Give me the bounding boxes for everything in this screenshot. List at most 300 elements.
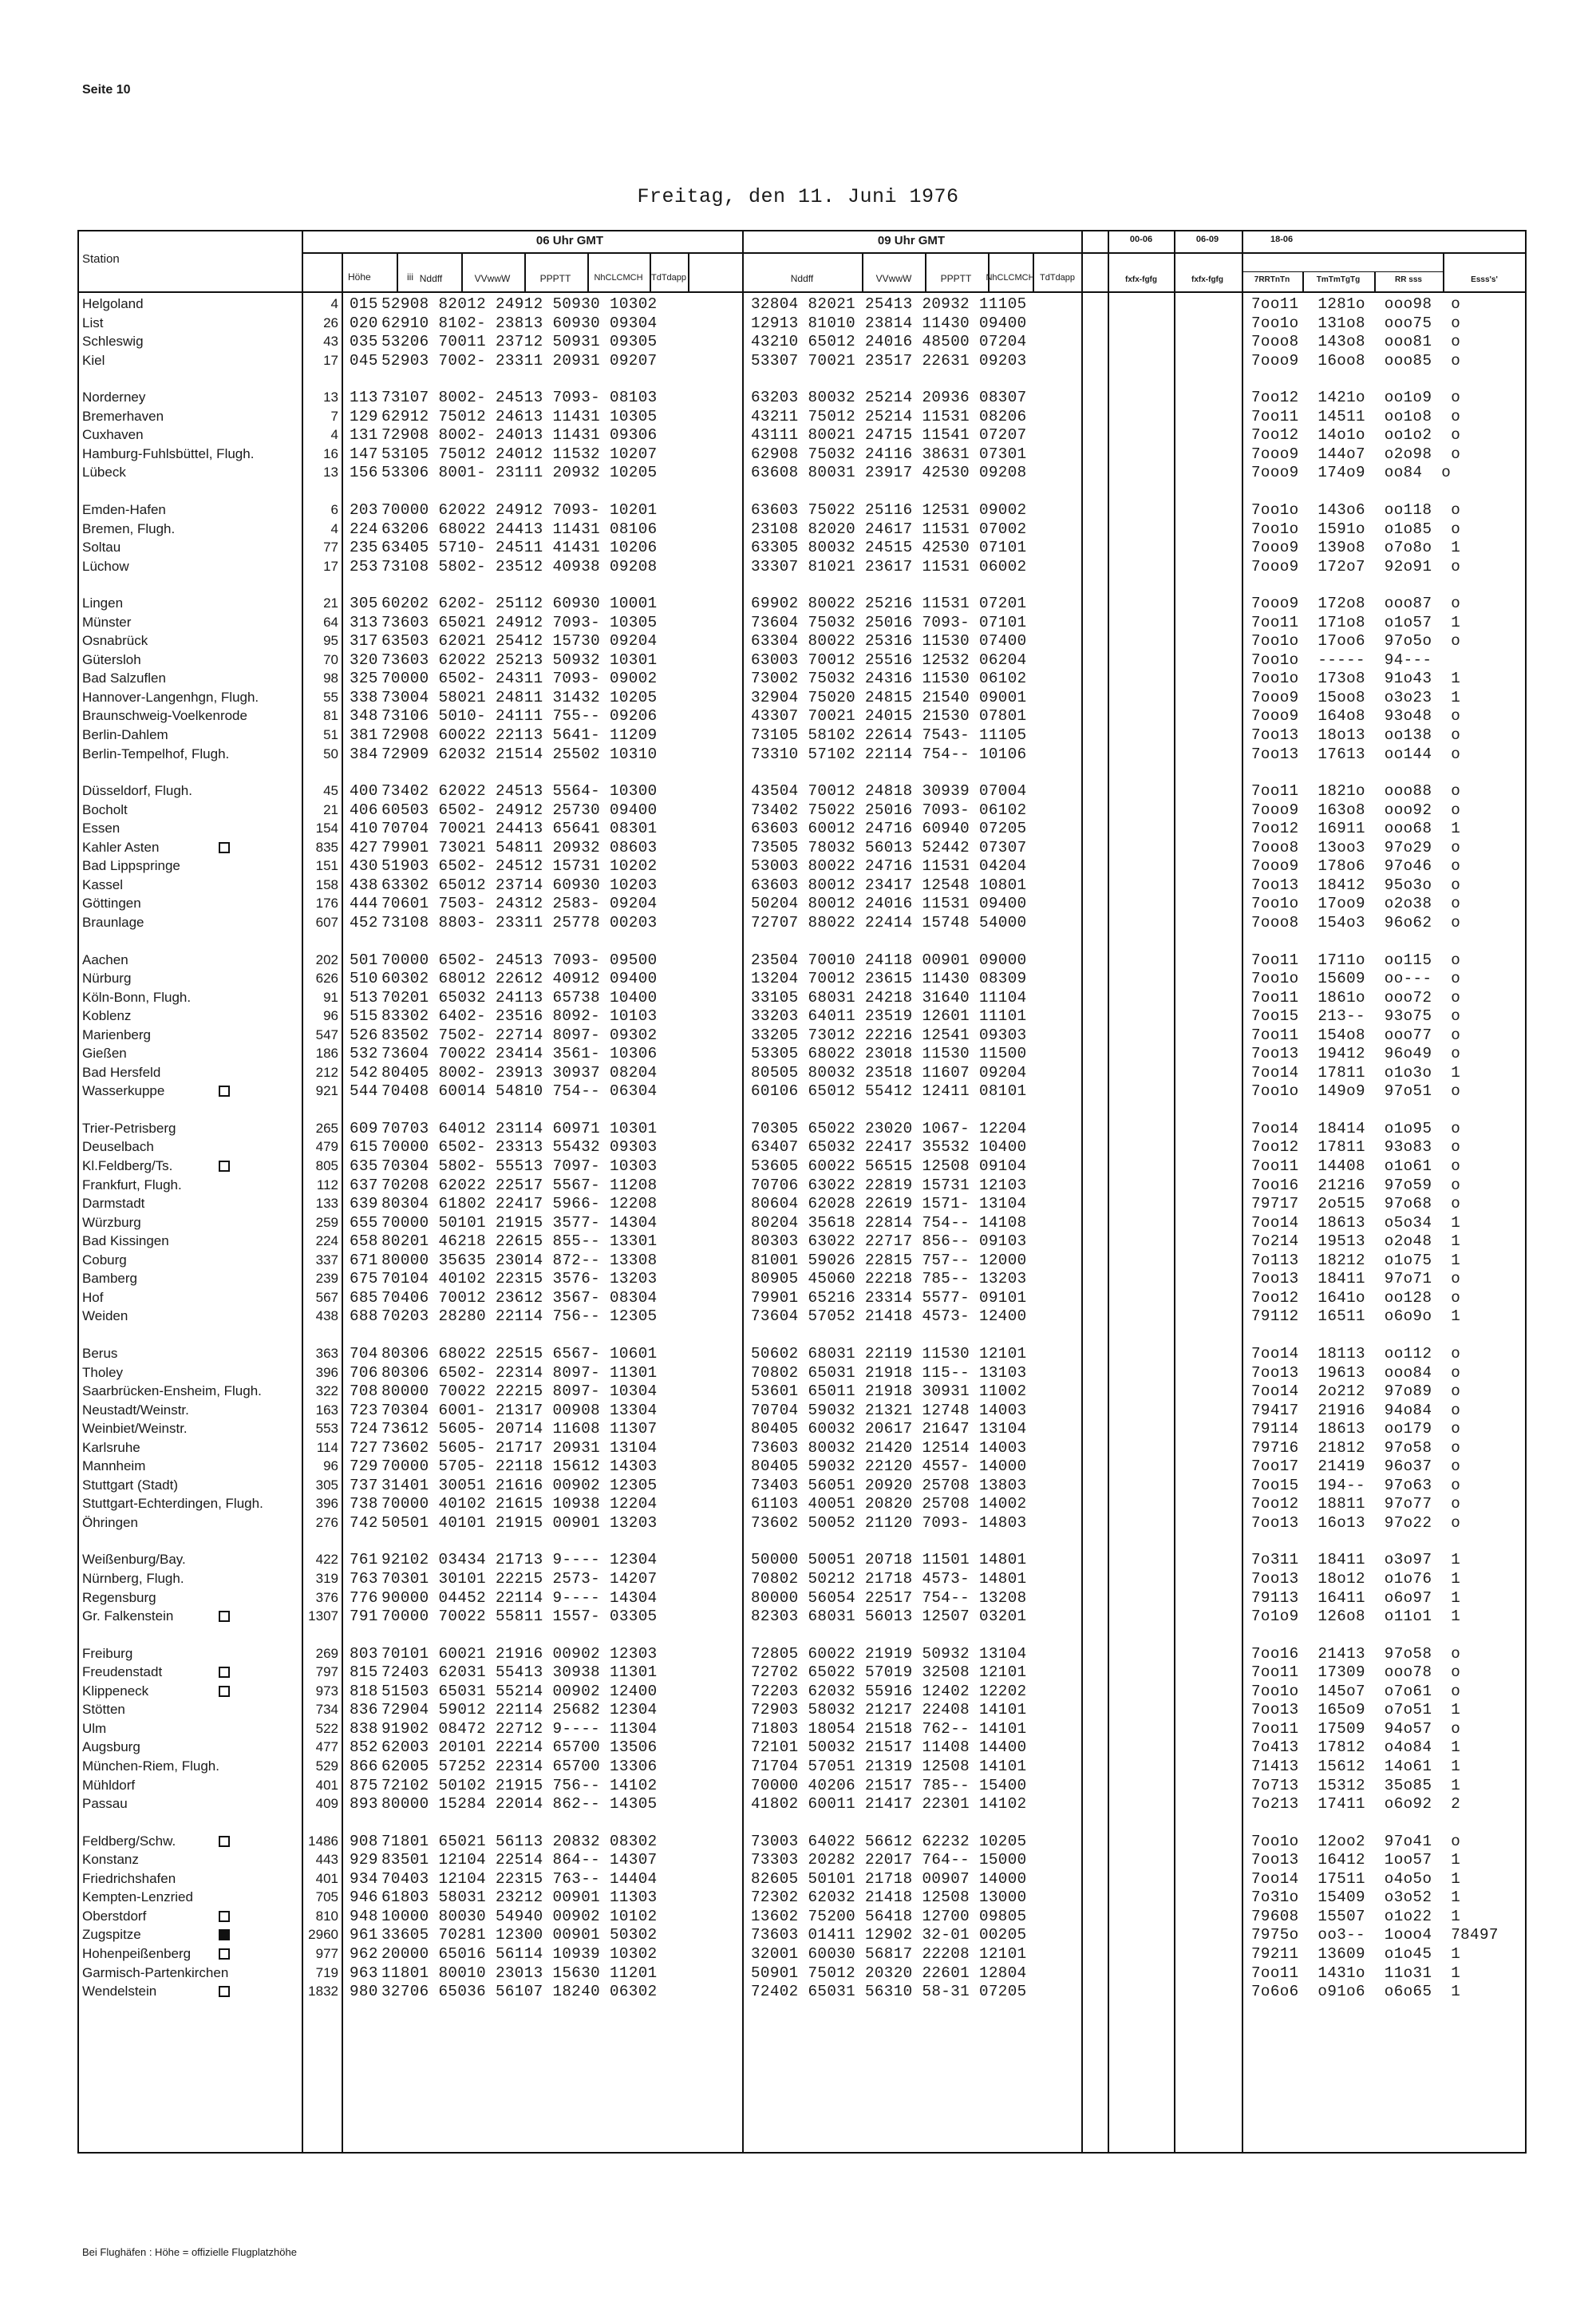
obs-06utc: 63206 68022 24413 11431 08106 bbox=[381, 520, 658, 538]
station-index: 818 bbox=[350, 1682, 378, 1700]
station-index: 685 bbox=[350, 1288, 378, 1307]
gust-header-1: fxfx-fgfg bbox=[1125, 275, 1157, 284]
station-index: 866 bbox=[350, 1757, 378, 1775]
obs-06utc: 70301 30101 22215 2573- 14207 bbox=[381, 1570, 658, 1588]
obs-09utc: 79901 65216 23314 5577- 09101 bbox=[751, 1288, 1027, 1307]
station-name: Bremen, Flugh. bbox=[82, 520, 176, 536]
extra-values: 7oo11 1861o ooo72 o bbox=[1251, 988, 1461, 1007]
extra-values: 7oo1o 17oo6 97o5o o bbox=[1251, 632, 1461, 651]
extra-values: 7ooo8 143o8 ooo81 o bbox=[1251, 333, 1461, 351]
h09-tdtdapp: TdTdapp bbox=[1039, 273, 1076, 283]
station-index: 776 bbox=[350, 1588, 378, 1607]
station-elevation: 26 bbox=[323, 314, 338, 330]
extra-values: 7ooo9 178o6 97o46 o bbox=[1251, 857, 1461, 876]
obs-06utc: 70208 62022 22517 5567- 11208 bbox=[381, 1176, 658, 1194]
station-name: Braunschweig-Voelkenrode bbox=[82, 708, 247, 724]
station-name: Nürburg bbox=[82, 971, 132, 986]
station-name: Bad Hersfeld bbox=[82, 1064, 161, 1080]
station-name: Köln-Bonn, Flugh. bbox=[82, 989, 192, 1005]
station-elevation: 55 bbox=[323, 689, 338, 705]
table-row bbox=[0, 1496, 1596, 1513]
station-name: Hof bbox=[82, 1289, 104, 1305]
obs-09utc: 43504 70012 24818 30939 07004 bbox=[751, 782, 1027, 801]
obs-06utc: 53306 8001- 23111 20932 10205 bbox=[381, 464, 658, 482]
extra-values: 7ooo9 144o7 o2o98 o bbox=[1251, 445, 1461, 463]
obs-09utc: 23108 82020 24617 11531 07002 bbox=[751, 520, 1027, 538]
h06-rule-5 bbox=[688, 252, 689, 291]
extra-values: 79608 15507 o1o22 1 bbox=[1251, 1907, 1461, 1925]
station-index: 147 bbox=[350, 445, 378, 463]
obs-06utc: 70304 5802- 55513 7097- 10303 bbox=[381, 1157, 658, 1175]
station-index: 131 bbox=[350, 426, 378, 445]
table-row bbox=[0, 915, 1596, 932]
obs-06utc: 63302 65012 23714 60930 10203 bbox=[381, 876, 658, 894]
station-index: 542 bbox=[350, 1063, 378, 1082]
h06-ppptt: PPPTT bbox=[539, 273, 571, 284]
obs-06utc: 51903 6502- 24512 15731 10202 bbox=[381, 857, 658, 876]
snow-header: Esss's' bbox=[1471, 275, 1498, 284]
station-name: Saarbrücken-Ensheim, Flugh. bbox=[82, 1383, 262, 1398]
station-elevation: 322 bbox=[315, 1383, 338, 1398]
station-index: 544 bbox=[350, 1082, 378, 1101]
station-elevation: 734 bbox=[315, 1702, 338, 1718]
extra-values: 79211 13609 o1o45 1 bbox=[1251, 1944, 1461, 1963]
obs-09utc: 80204 35618 22814 754-- 14108 bbox=[751, 1213, 1027, 1232]
station-name: Neustadt/Weinstr. bbox=[82, 1402, 189, 1418]
period-00-06: 00-06 bbox=[1129, 235, 1153, 244]
station-index: 658 bbox=[350, 1232, 378, 1251]
obs-09utc: 63305 80032 24515 42530 07101 bbox=[751, 539, 1027, 556]
station-name: Stuttgart-Echterdingen, Flugh. bbox=[82, 1496, 263, 1512]
obs-06utc: 70000 40102 21615 10938 12204 bbox=[381, 1495, 658, 1513]
obs-06utc: 72403 62031 55413 30938 11301 bbox=[381, 1663, 658, 1682]
station-index: 317 bbox=[350, 632, 378, 651]
table-row bbox=[0, 296, 1596, 314]
extra-values: 7ooo9 174o9 oo84 o bbox=[1251, 464, 1452, 482]
obs-09utc: 70000 40206 21517 785-- 15400 bbox=[751, 1776, 1027, 1794]
station-index: 963 bbox=[350, 1964, 378, 1982]
table-row bbox=[0, 1139, 1596, 1157]
station-name: Emden-Hafen bbox=[82, 501, 166, 517]
obs-06utc: 83502 7502- 22714 8097- 09302 bbox=[381, 1026, 658, 1044]
station-name: Koblenz bbox=[82, 1008, 132, 1024]
station-index: 320 bbox=[350, 651, 378, 669]
station-name: Hannover-Langenhgn, Flugh. bbox=[82, 689, 259, 705]
station-name: München-Riem, Flugh. bbox=[82, 1758, 219, 1774]
obs-09utc: 70706 63022 22819 15731 12103 bbox=[751, 1176, 1027, 1194]
obs-09utc: 63603 80012 23417 12548 10801 bbox=[751, 876, 1027, 894]
extra-values: 7oo11 1281o ooo98 o bbox=[1251, 295, 1461, 313]
station-header: Station bbox=[82, 252, 120, 266]
station-index: 908 bbox=[350, 1832, 378, 1850]
obs-06utc: 70703 64012 23114 60971 10301 bbox=[381, 1119, 658, 1137]
station-index: 791 bbox=[350, 1608, 378, 1626]
extra-values: 7oo14 2o212 97o89 o bbox=[1251, 1382, 1461, 1400]
station-elevation: 259 bbox=[315, 1214, 338, 1230]
extra-rule-4 bbox=[1302, 271, 1304, 291]
station-elevation: 186 bbox=[315, 1046, 338, 1062]
obs-06utc: 70304 6001- 21317 00908 13304 bbox=[381, 1401, 658, 1419]
station-name: Münster bbox=[82, 614, 132, 630]
table-row bbox=[0, 446, 1596, 464]
station-name: Augsburg bbox=[82, 1739, 140, 1755]
obs-06utc: 52908 82012 24912 50930 10302 bbox=[381, 295, 658, 313]
table-row bbox=[0, 1121, 1596, 1138]
h06-rule-3 bbox=[587, 252, 589, 291]
obs-09utc: 53307 70021 23517 22631 09203 bbox=[751, 351, 1027, 370]
h09-rule-1 bbox=[862, 252, 863, 291]
table-row bbox=[0, 1065, 1596, 1082]
extra-values: 7oo1o ----- 94--- bbox=[1251, 651, 1432, 669]
table-row bbox=[0, 652, 1596, 670]
obs-09utc: 72903 58032 21217 22408 14101 bbox=[751, 1701, 1027, 1719]
mountain-station-marker bbox=[219, 1948, 230, 1960]
station-index: 113 bbox=[350, 389, 378, 407]
extra-values: 7ooo9 172o8 ooo87 o bbox=[1251, 595, 1461, 613]
station-elevation: 112 bbox=[316, 1177, 338, 1193]
obs-09utc: 13204 70012 23615 11430 08309 bbox=[751, 970, 1027, 987]
obs-06utc: 62003 20101 22214 65700 13506 bbox=[381, 1738, 658, 1757]
precip-header: RR sss bbox=[1395, 275, 1422, 284]
table-row bbox=[0, 896, 1596, 913]
station-elevation: 51 bbox=[323, 727, 338, 742]
obs-06utc: 80000 70022 22215 8097- 10304 bbox=[381, 1382, 658, 1400]
station-name: Osnabrück bbox=[82, 633, 148, 649]
obs-06utc: 70000 6502- 24311 7093- 09002 bbox=[381, 670, 658, 688]
station-name: Essen bbox=[82, 821, 120, 837]
obs-09utc: 69902 80022 25216 11531 07201 bbox=[751, 595, 1027, 613]
table-row bbox=[0, 1646, 1596, 1663]
station-name: Stuttgart (Stadt) bbox=[82, 1477, 178, 1493]
table-row bbox=[0, 877, 1596, 895]
obs-06utc: 73603 62022 25213 50932 10301 bbox=[381, 651, 658, 669]
table-row bbox=[0, 1177, 1596, 1195]
extra-values: 7oo1o 1591o o1o85 o bbox=[1251, 520, 1461, 538]
obs-06utc: 80201 46218 22615 855-- 13301 bbox=[381, 1232, 658, 1251]
station-index: 203 bbox=[350, 500, 378, 519]
station-name: Bad Lippspringe bbox=[82, 858, 180, 874]
station-elevation: 21 bbox=[323, 595, 338, 611]
extra-values: 7ooo9 163o8 ooo92 o bbox=[1251, 801, 1461, 819]
extra-values: 7ooo9 16oo8 ooo85 o bbox=[1251, 351, 1461, 370]
station-name: Bad Salzuflen bbox=[82, 670, 166, 686]
obs-06utc: 62912 75012 24613 11431 10305 bbox=[381, 407, 658, 425]
extra-values: 79417 21916 94o84 o bbox=[1251, 1401, 1461, 1419]
table-row bbox=[0, 1421, 1596, 1438]
station-name: Mühldorf bbox=[82, 1777, 136, 1793]
obs-09utc: 80505 80032 23518 11607 09204 bbox=[751, 1063, 1027, 1082]
station-index: 609 bbox=[350, 1119, 378, 1137]
table-row bbox=[0, 1027, 1596, 1045]
station-name: Tholey bbox=[82, 1364, 124, 1380]
table-row bbox=[0, 1346, 1596, 1363]
station-name: Freudenstadt bbox=[82, 1664, 163, 1680]
obs-09utc: 33205 73012 22216 12541 09303 bbox=[751, 1026, 1027, 1044]
obs-06utc: 92102 03434 21713 9---- 12304 bbox=[381, 1551, 658, 1569]
obs-06utc: 61803 58031 23212 00901 11303 bbox=[381, 1889, 658, 1907]
station-name: Aachen bbox=[82, 951, 128, 967]
extra-values: 7oo16 21413 97o58 o bbox=[1251, 1644, 1461, 1663]
station-elevation: 805 bbox=[315, 1158, 338, 1173]
station-elevation: 2960 bbox=[308, 1927, 338, 1943]
obs-06utc: 63405 5710- 24511 41431 10206 bbox=[381, 539, 658, 556]
obs-09utc: 72302 62032 21418 12508 13000 bbox=[751, 1889, 1027, 1907]
station-index: 838 bbox=[350, 1719, 378, 1738]
obs-09utc: 63003 70012 25516 12532 06204 bbox=[751, 651, 1027, 669]
table-row bbox=[0, 1608, 1596, 1626]
obs-09utc: 53601 65011 21918 30931 11002 bbox=[751, 1382, 1027, 1400]
station-elevation: 17 bbox=[323, 352, 338, 368]
obs-09utc: 32001 60030 56817 22208 12101 bbox=[751, 1944, 1027, 1963]
h06-rule-4 bbox=[650, 252, 651, 291]
obs-09utc: 63203 80032 25214 20936 08307 bbox=[751, 389, 1027, 407]
station-index: 410 bbox=[350, 820, 378, 838]
extra-values: 7oo13 18o13 oo138 o bbox=[1251, 726, 1461, 744]
extra-values: 7oo15 194-- 97o63 o bbox=[1251, 1476, 1461, 1494]
station-elevation: 151 bbox=[315, 858, 338, 874]
extra-values: 7975o oo3-- 1ooo4 78497 bbox=[1251, 1926, 1499, 1944]
station-elevation: 98 bbox=[323, 670, 338, 686]
obs-09utc: 50204 80012 24016 11531 09400 bbox=[751, 895, 1027, 913]
extra-values: 7o113 18212 o1o75 1 bbox=[1251, 1251, 1461, 1269]
station-name: Marienberg bbox=[82, 1026, 151, 1042]
extra-values: 7ooo9 172o7 92o91 o bbox=[1251, 557, 1461, 575]
mountain-station-marker bbox=[219, 1611, 230, 1622]
extra-values: 7oo13 18412 95o3o o bbox=[1251, 876, 1461, 894]
table-row bbox=[0, 840, 1596, 857]
station-elevation: 337 bbox=[315, 1252, 338, 1268]
station-elevation: 626 bbox=[315, 971, 338, 986]
obs-06utc: 52903 7002- 23311 20931 09207 bbox=[381, 351, 658, 370]
obs-09utc: 73505 78032 56013 52442 07307 bbox=[751, 838, 1027, 856]
obs-09utc: 80303 63022 22717 856-- 09103 bbox=[751, 1232, 1027, 1251]
station-elevation: 43 bbox=[323, 334, 338, 350]
extra-values: 7ooo9 164o8 93o48 o bbox=[1251, 707, 1461, 726]
extra-values: 7oo12 1421o oo1o9 o bbox=[1251, 389, 1461, 407]
obs-09utc: 81001 59026 22815 757-- 12000 bbox=[751, 1251, 1027, 1269]
obs-06utc: 83302 6402- 23516 8092- 10103 bbox=[381, 1007, 658, 1026]
table-row bbox=[0, 1008, 1596, 1026]
station-index: 675 bbox=[350, 1270, 378, 1288]
table-row bbox=[0, 1215, 1596, 1232]
obs-09utc: 60106 65012 55412 12411 08101 bbox=[751, 1082, 1027, 1101]
mountain-station-marker bbox=[219, 1911, 230, 1922]
station-index: 893 bbox=[350, 1795, 378, 1813]
station-index: 430 bbox=[350, 857, 378, 876]
obs-09utc: 63608 80031 23917 42530 09208 bbox=[751, 464, 1027, 482]
table-row bbox=[0, 821, 1596, 838]
mountain-station-marker bbox=[219, 1836, 230, 1847]
station-index: 156 bbox=[350, 464, 378, 482]
station-index: 635 bbox=[350, 1157, 378, 1175]
station-elevation: 797 bbox=[315, 1664, 338, 1680]
table-row bbox=[0, 1552, 1596, 1569]
table-row bbox=[0, 1908, 1596, 1926]
station-elevation: 13 bbox=[323, 465, 338, 481]
extra-values: 7ooo9 15oo8 o3o23 1 bbox=[1251, 688, 1461, 706]
h09-rule-3 bbox=[988, 252, 990, 291]
obs-09utc: 80405 59032 22120 4557- 14000 bbox=[751, 1458, 1027, 1476]
h06-nddff: Nddff bbox=[419, 273, 443, 284]
obs-06utc: 62910 8102- 23813 60930 09304 bbox=[381, 314, 658, 332]
obs-06utc: 73612 5605- 20714 11608 11307 bbox=[381, 1420, 658, 1438]
obs-06utc: 83501 12104 22514 864-- 14307 bbox=[381, 1851, 658, 1869]
obs-06utc: 70000 50101 21915 3577- 14304 bbox=[381, 1213, 658, 1232]
extra-values: 79112 16511 o6o9o 1 bbox=[1251, 1307, 1461, 1326]
table-top-rule bbox=[77, 230, 1527, 231]
obs-06utc: 70408 60014 54810 754-- 06304 bbox=[381, 1082, 658, 1101]
station-elevation: 4 bbox=[330, 520, 338, 536]
station-elevation: 422 bbox=[315, 1552, 338, 1568]
table-row bbox=[0, 615, 1596, 632]
station-index: 803 bbox=[350, 1644, 378, 1663]
obs-06utc: 72909 62032 21514 25502 10310 bbox=[381, 745, 658, 763]
table-row bbox=[0, 1233, 1596, 1251]
station-index: 515 bbox=[350, 1007, 378, 1026]
table-row bbox=[0, 746, 1596, 764]
station-name: Gießen bbox=[82, 1046, 127, 1062]
station-elevation: 396 bbox=[315, 1364, 338, 1380]
station-elevation: 921 bbox=[315, 1083, 338, 1099]
table-row bbox=[0, 540, 1596, 557]
station-elevation: 202 bbox=[315, 951, 338, 967]
table-row bbox=[0, 390, 1596, 407]
station-name: Cuxhaven bbox=[82, 427, 144, 443]
obs-09utc: 43111 80021 24715 11541 07207 bbox=[751, 426, 1027, 445]
table-row bbox=[0, 952, 1596, 970]
extra-values: 7oo13 19412 96o49 o bbox=[1251, 1045, 1461, 1063]
extra-values: 7oo12 18811 97o77 o bbox=[1251, 1495, 1461, 1513]
extra-values: 7oo1o 145o7 o7o61 o bbox=[1251, 1682, 1461, 1700]
table-row bbox=[0, 1440, 1596, 1458]
station-name: Karlsruhe bbox=[82, 1439, 140, 1455]
table-row bbox=[0, 1965, 1596, 1983]
obs-09utc: 53003 80022 24716 11531 04204 bbox=[751, 857, 1027, 876]
station-name: Deuselbach bbox=[82, 1139, 154, 1155]
table-row bbox=[0, 1083, 1596, 1101]
h09-ppptt: PPPTT bbox=[940, 273, 972, 284]
station-index: 224 bbox=[350, 520, 378, 538]
station-name: Mannheim bbox=[82, 1458, 146, 1474]
station-elevation: 810 bbox=[315, 1908, 338, 1924]
extra-values: 7oo13 19613 ooo84 o bbox=[1251, 1363, 1461, 1382]
station-index: 427 bbox=[350, 838, 378, 856]
extra-rule-6 bbox=[1443, 252, 1444, 291]
station-elevation: 21 bbox=[323, 801, 338, 817]
obs-09utc: 72702 65022 57019 32508 12101 bbox=[751, 1663, 1027, 1682]
header-bottom-rule bbox=[77, 291, 1527, 293]
obs-06utc: 70000 62022 24912 7093- 10201 bbox=[381, 500, 658, 519]
obs-09utc: 73602 50052 21120 7093- 14803 bbox=[751, 1513, 1027, 1532]
obs-06utc: 73603 65021 24912 7093- 10305 bbox=[381, 613, 658, 631]
table-row bbox=[0, 521, 1596, 539]
obs-09utc: 33203 64011 23519 12601 11101 bbox=[751, 1007, 1027, 1026]
obs-06utc: 70000 70022 55811 1557- 03305 bbox=[381, 1608, 658, 1626]
station-elevation: 13 bbox=[323, 390, 338, 405]
header-mid-rule bbox=[302, 252, 1527, 254]
extra-values: 7oo14 18613 o5o34 1 bbox=[1251, 1213, 1461, 1232]
station-name: Wasserkuppe bbox=[82, 1083, 165, 1099]
station-name: Kassel bbox=[82, 876, 124, 892]
station-name: Gr. Falkenstein bbox=[82, 1608, 174, 1624]
table-row bbox=[0, 1758, 1596, 1776]
station-name: Darmstadt bbox=[82, 1196, 145, 1212]
extra-values: 7o213 17411 o6o92 2 bbox=[1251, 1795, 1461, 1813]
station-index: 313 bbox=[350, 613, 378, 631]
table-row bbox=[0, 1308, 1596, 1326]
station-elevation: 973 bbox=[315, 1683, 338, 1699]
station-name: Kahler Asten bbox=[82, 839, 160, 855]
station-index: 438 bbox=[350, 876, 378, 894]
h06-rule-1 bbox=[461, 252, 463, 291]
obs-06utc: 70403 12104 22315 763-- 14404 bbox=[381, 1869, 658, 1888]
table-row bbox=[0, 1046, 1596, 1063]
extra-values: 7oo12 16911 ooo68 1 bbox=[1251, 820, 1461, 838]
extra-values: 79716 21812 97o58 o bbox=[1251, 1438, 1461, 1457]
station-name: Bad Kissingen bbox=[82, 1233, 169, 1249]
obs-06utc: 60302 68012 22612 40912 09400 bbox=[381, 970, 658, 987]
station-elevation: 265 bbox=[315, 1120, 338, 1136]
table-row bbox=[0, 334, 1596, 351]
table-row bbox=[0, 1778, 1596, 1795]
obs-06utc: 32706 65036 56107 18240 06302 bbox=[381, 1983, 658, 2000]
station-index: 946 bbox=[350, 1889, 378, 1907]
extra-rule-5 bbox=[1374, 271, 1376, 291]
obs-06utc: 72904 59012 22114 25682 12304 bbox=[381, 1701, 658, 1719]
obs-09utc: 82605 50101 21718 00907 14000 bbox=[751, 1869, 1027, 1888]
obs-09utc: 63603 75022 25116 12531 09002 bbox=[751, 500, 1027, 519]
h09-rule-2 bbox=[925, 252, 926, 291]
extra-values: 7oo13 18411 97o71 o bbox=[1251, 1270, 1461, 1288]
table-row bbox=[0, 1796, 1596, 1813]
obs-09utc: 62908 75032 24116 38631 07301 bbox=[751, 445, 1027, 463]
station-name: Kiel bbox=[82, 352, 105, 368]
obs-06utc: 72102 50102 21915 756-- 14102 bbox=[381, 1776, 658, 1794]
station-name: Soltau bbox=[82, 540, 121, 555]
table-row bbox=[0, 1365, 1596, 1382]
obs-06utc: 70104 40102 22315 3576- 13203 bbox=[381, 1270, 658, 1288]
station-index: 637 bbox=[350, 1176, 378, 1194]
station-elevation: 96 bbox=[323, 1008, 338, 1024]
obs-09utc: 73604 75032 25016 7093- 07101 bbox=[751, 613, 1027, 631]
station-elevation: 567 bbox=[315, 1289, 338, 1305]
obs-06utc: 73108 5802- 23512 40938 09208 bbox=[381, 557, 658, 575]
obs-06utc: 80000 15284 22014 862-- 14305 bbox=[381, 1795, 658, 1813]
extra-values: 7oo1o 12oo2 97o41 o bbox=[1251, 1832, 1461, 1850]
station-name: Weinbiet/Weinstr. bbox=[82, 1421, 188, 1437]
group09-header: 09 Uhr GMT bbox=[877, 234, 946, 247]
extra-values: 79114 18613 oo179 o bbox=[1251, 1420, 1461, 1438]
station-index: 688 bbox=[350, 1307, 378, 1326]
table-row bbox=[0, 1271, 1596, 1288]
obs-06utc: 73602 5605- 21717 20931 13104 bbox=[381, 1438, 658, 1457]
table-row bbox=[0, 1590, 1596, 1608]
table-row bbox=[0, 1946, 1596, 1964]
extra-values: 7o311 18411 o3o97 1 bbox=[1251, 1551, 1461, 1569]
station-elevation: 114 bbox=[316, 1439, 338, 1455]
station-name: Berlin-Tempelhof, Flugh. bbox=[82, 746, 230, 761]
table-row bbox=[0, 502, 1596, 520]
table-row bbox=[0, 1871, 1596, 1889]
table-row bbox=[0, 1477, 1596, 1495]
obs-09utc: 63603 60012 24716 60940 07205 bbox=[751, 820, 1027, 838]
station-index: 253 bbox=[350, 557, 378, 575]
station-name: Kl.Feldberg/Ts. bbox=[82, 1158, 173, 1173]
station-index: 737 bbox=[350, 1476, 378, 1494]
table-row bbox=[0, 465, 1596, 482]
station-name: Freiburg bbox=[82, 1645, 133, 1661]
station-index: 325 bbox=[350, 670, 378, 688]
